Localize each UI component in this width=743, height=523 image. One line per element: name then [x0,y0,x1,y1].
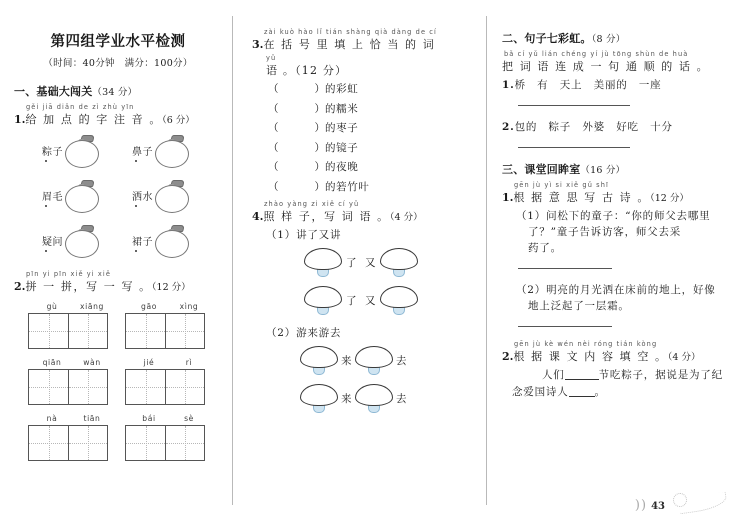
section-2-pinyin: bǎ cí yǔ lián chéng yí jù tōng shùn de huà [504,50,689,58]
grid-pinyin-2: rì [185,358,193,367]
grid-pinyin [28,414,125,423]
sentence-item [502,77,731,92]
answer-line[interactable] [518,268,612,269]
bracket-label: 的箬竹叶 [325,180,370,193]
page-title: 第四组学业水平检测 [50,33,186,50]
mushroom-label: 了 [346,294,357,307]
s3-q2-number: 2. [502,350,514,363]
bracket-open: （ [268,161,279,173]
bracket-close: ） [314,141,325,154]
apple-icon [64,225,102,259]
mushroom-row[interactable] [304,248,477,277]
q4-mushroom-group-2 [300,346,477,413]
s3-q1-sub1-line1: （1）问松下的童子：“你的师父去哪里 [516,210,711,222]
decoration-swirl-icon [669,489,731,515]
q4-number: 4. [252,209,264,223]
q4-sub1-label: （1）讲了又讲 [266,228,342,241]
grid-pinyin-1: jié [143,358,155,367]
bracket-open: （ [268,180,279,193]
section-3-points: （16 分） [580,165,626,176]
bracket-close: ） [314,83,325,95]
q2-number: 2. [14,280,26,293]
section-1-points: （34 分） [92,87,138,98]
fill-blank[interactable] [569,386,595,397]
s3-q1-prompt [502,189,731,205]
tianzige[interactable] [125,425,205,461]
apple-icon [64,135,102,169]
q2-text: 拼 一 拼，写 一 写 。 [25,280,152,293]
q1-number: 1. [14,113,26,126]
q2-pinyin: pīn yi pīn xiě yi xiě [26,270,112,278]
bracket-open: （ [268,83,279,95]
mushroom-label: 去 [396,354,407,367]
s3-q2-line1 [542,367,731,382]
grid-pinyin-1: qiān [42,358,62,367]
tianzige-cell[interactable] [29,426,68,460]
s3-q2-line1-a: 人们 [542,369,565,381]
mushroom-row[interactable] [300,384,477,413]
tianzige-cell[interactable] [126,314,165,348]
section-3-title: 三、课堂回眸室 [502,163,581,176]
tianzige-cell[interactable] [165,314,204,348]
s3-q2-text: 根 据 课 文 内 容 填 空 。 [513,350,668,363]
page-subtitle: （时间：40分钟 满分：100分） [43,58,193,69]
q3-text2: 语 。 [266,64,296,77]
mushroom-icon[interactable] [380,248,418,277]
grid-pinyin-1: gù [46,302,58,311]
mushroom-icon[interactable] [380,286,418,315]
apple-word: 洒水 [132,188,153,206]
q4-mushroom-group-1 [304,248,477,315]
apple-row [42,180,222,214]
mushroom-icon[interactable] [300,384,338,413]
apple-word: 粽子 [42,143,63,161]
apple-icon [154,180,192,214]
bracket-row[interactable] [268,81,477,96]
grid-row [28,302,222,349]
bracket-close: ） [314,102,325,115]
q2-prompt [14,278,222,294]
bracket-label: 的枣子 [325,122,359,134]
section-1-heading [14,83,222,99]
bracket-row[interactable] [268,101,477,116]
mushroom-row[interactable] [304,286,477,315]
sentence-number: 1. [502,79,515,91]
q2-writing-grids [28,302,222,461]
grid-block[interactable] [125,358,222,405]
sentence-text: 桥 有 天上 美丽的 一座 [514,79,662,91]
tianzige[interactable] [125,313,205,349]
s3-q1-sub2-line2: 地上泛起了一层霜。 [528,300,630,312]
bracket-label: 的夜晚 [325,161,359,173]
s3-q2-line2 [512,384,731,399]
mushroom-label: 又 [365,294,376,307]
mushroom-icon[interactable] [355,346,393,375]
apple-item[interactable] [132,135,222,169]
apple-row [42,135,222,169]
grid-block[interactable] [28,302,125,349]
grid-pinyin [125,414,222,423]
grid-pinyin [125,302,222,311]
q1-prompt [14,111,222,127]
apple-icon [154,135,192,169]
section-2-instruction: 把 词 语 连 成 一 句 通 顺 的 话 。 [502,60,710,73]
s3-q2-prompt [502,348,731,364]
q3-pinyin: zài kuò hào lǐ tián shàng qià dàng de cí [264,28,437,36]
q2-points: （12 分） [151,282,191,293]
apple-row [42,225,222,259]
s3-q2-points: （4 分） [667,352,701,363]
tianzige-cell[interactable] [29,370,68,404]
s3-q2-line2-b: 。 [594,386,606,398]
mushroom-label: 来 [341,354,352,367]
apple-icon [64,180,102,214]
sentence-number: 2. [502,121,515,133]
apple-word: 疑问 [42,233,63,251]
s3-q1-sub1-line2: 了？”童子告诉访客，师父去采 [528,226,682,238]
apple-word: 鼻子 [132,143,153,161]
grid-block[interactable] [28,414,125,461]
apple-word: 眉毛 [42,188,63,206]
grid-pinyin-1: gāo [141,302,157,311]
apple-item[interactable] [132,225,222,259]
q4-prompt [252,208,477,224]
bracket-row[interactable] [268,159,477,174]
s3-q1-text: 根 据 意 思 写 古 诗 。 [513,191,650,204]
grid-row [28,414,222,461]
section-2-title: 二、句子七彩虹。 [502,32,592,45]
column-divider-2 [486,16,487,505]
tianzige[interactable] [28,313,108,349]
bracket-open: （ [268,102,279,115]
s3-q1-number: 1. [502,191,514,204]
q3-pinyin-cont: yǔ [266,54,277,62]
q4-text: 照 样 子，写 词 语 。 [263,209,390,223]
section-1-title: 一、基础大闯关 [14,85,93,98]
mushroom-icon[interactable] [355,384,393,413]
mushroom-label: 又 [365,256,376,269]
column-right [492,0,743,523]
mushroom-label: 了 [346,256,357,269]
s3-q2-pinyin: gēn jù kè wén nèi róng tián kòng [514,340,658,348]
tianzige-cell[interactable] [126,426,165,460]
decoration-comma-icon-2: ) [641,498,647,513]
page-number: 43 [651,501,665,512]
q3-number: 3. [252,38,264,51]
q3-prompt [252,36,477,52]
bracket-open: （ [268,122,279,134]
grid-pinyin [28,302,125,311]
apple-item[interactable] [42,225,132,259]
s3-q1-sub1-line3: 药了。 [528,242,562,254]
q1-points: （6 分） [161,115,195,126]
grid-pinyin-2: tiān [83,414,101,423]
apple-item[interactable] [42,180,132,214]
s3-q2-line1-b: 节吃粽子，据说是为了纪 [598,369,723,381]
column-left [0,0,232,523]
q3-text: 在 括 号 里 填 上 恰 当 的 词 [263,38,436,51]
page-footer [635,485,731,515]
grid-pinyin-2: sè [184,414,194,423]
grid-row [28,358,222,405]
tianzige-cell[interactable] [126,370,165,404]
section-3-heading [502,161,731,177]
q3-bracket-list [268,81,477,194]
bracket-row[interactable] [268,140,477,155]
s3-q1-pinyin: gēn jù yì si xiě gǔ shī [514,181,609,189]
column-middle [240,0,485,523]
q4-sub2-label: （2）游来游去 [266,326,342,339]
tianzige-cell[interactable] [68,426,107,460]
bracket-close: ） [314,180,325,193]
bracket-open: （ [268,141,279,154]
apple-item[interactable] [132,180,222,214]
answer-line[interactable] [518,147,630,148]
bracket-label: 的彩虹 [325,83,359,95]
q3-text-cont [266,62,477,78]
bracket-close: ） [314,161,325,173]
answer-line[interactable] [518,105,630,106]
apple-item[interactable] [42,135,132,169]
tianzige-cell[interactable] [29,314,68,348]
grid-block[interactable] [125,302,222,349]
grid-pinyin-2: wàn [83,358,101,367]
s3-q2-line2-a: 念爱国诗人 [512,386,569,398]
q1-pinyin: gěi jiā diǎn de zì zhù yīn [26,103,135,111]
bracket-label: 的镜子 [325,141,359,154]
apple-word: 裙子 [132,233,153,251]
grid-pinyin-1: nà [46,414,58,423]
sentence-text: 包的 粽子 外婆 好吃 十分 [514,121,673,133]
grid-pinyin [28,358,125,367]
tianzige-cell[interactable] [68,370,107,404]
bracket-close: ） [314,122,325,134]
q3-points: （12 分） [295,64,348,77]
mushroom-icon[interactable] [304,248,342,277]
tianzige-cell[interactable] [68,314,107,348]
bracket-row[interactable] [268,120,477,135]
bracket-label: 的糯米 [325,102,359,115]
grid-pinyin-2: xiāng [80,302,104,311]
q1-text: 给 加 点 的 字 注 音 。 [25,113,162,126]
sentence-item [502,119,731,134]
grid-block[interactable] [28,358,125,405]
q1-apple-grid [42,135,222,259]
mushroom-label: 来 [341,392,352,405]
tianzige-cell[interactable] [165,370,204,404]
tianzige[interactable] [28,369,108,405]
mushroom-icon[interactable] [300,346,338,375]
apple-icon [154,225,192,259]
tianzige[interactable] [28,425,108,461]
s3-q1-points: （12 分） [649,193,689,204]
mushroom-row[interactable] [300,346,477,375]
decoration-comma-icon: ) [634,498,640,513]
q4-pinyin: zhào yàng zi xiě cí yǔ [264,199,360,208]
answer-line[interactable] [518,326,612,327]
grid-pinyin-2: xìng [179,302,199,311]
column-divider-1 [232,16,233,505]
tianzige-cell[interactable] [165,426,204,460]
section-2-heading [502,30,731,46]
grid-pinyin-1: bái [142,414,156,423]
tianzige[interactable] [125,369,205,405]
q4-points: （4 分） [389,211,423,223]
section-2-points: （8 分） [591,34,626,45]
mushroom-label: 去 [396,392,407,405]
mushroom-icon[interactable] [304,286,342,315]
s3-q1-sub2-line1: （2）明亮的月光洒在床前的地上，好像 [516,284,716,296]
grid-block[interactable] [125,414,222,461]
bracket-row[interactable] [268,179,477,194]
fill-blank[interactable] [565,369,599,380]
grid-pinyin [125,358,222,367]
